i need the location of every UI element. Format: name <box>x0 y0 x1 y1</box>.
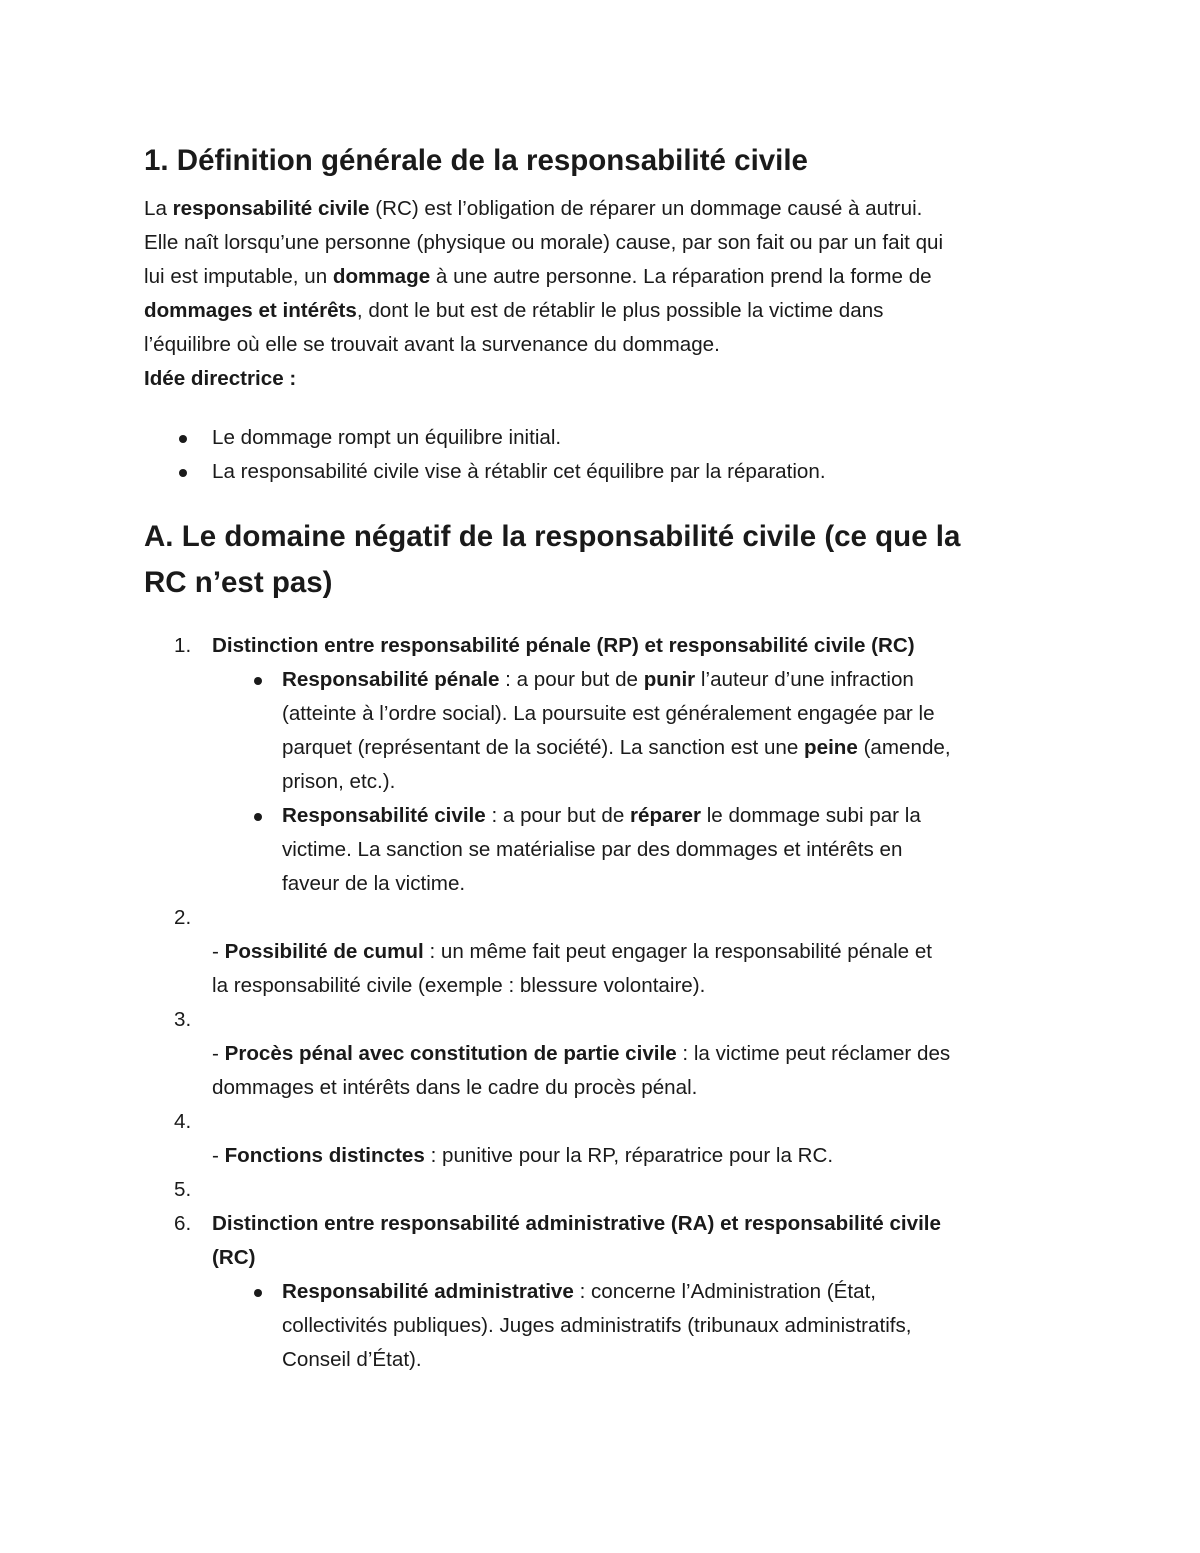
list-number: 3. <box>174 1008 192 1031</box>
sub-line: faveur de la victime. <box>282 872 466 895</box>
empty-line <box>212 1003 1074 1037</box>
list-number: 1. <box>174 634 192 657</box>
section-heading-definition: 1. Définition générale de la responsabilité civile <box>144 144 808 177</box>
intro-text: (RC) est l’obligation de réparer un dommage causé à autrui. <box>369 197 923 220</box>
guiding-idea-list <box>144 421 826 489</box>
item-line <box>212 935 1074 969</box>
intro-text: , dont le but est de rétablir le plus possible la victime dans <box>356 299 884 322</box>
list-item <box>144 1105 1074 1173</box>
sub-line: Conseil d’État). <box>282 1348 422 1371</box>
dash: - <box>212 1144 225 1167</box>
list-number: 4. <box>174 1110 192 1133</box>
list-number: 6. <box>174 1212 192 1235</box>
sub-list-item <box>212 799 1074 901</box>
empty-line <box>212 1105 1074 1139</box>
item-line: la responsabilité civile (exemple : blessure volontaire). <box>212 974 706 997</box>
list-item <box>144 1003 1074 1105</box>
item-line <box>212 1037 1074 1071</box>
dash: - <box>212 940 225 963</box>
sub-line: victime. La sanction se matérialise par des dommages et intérêts en <box>282 838 903 861</box>
bold-term: Responsabilité administrative <box>282 1280 574 1303</box>
bold-term: Procès pénal avec constitution de partie civile <box>224 1042 677 1065</box>
sub-list-item <box>212 1275 1074 1377</box>
intro-text: La <box>144 197 173 220</box>
intro-bold-term: dommage <box>332 265 431 288</box>
bold-term: réparer <box>630 804 701 827</box>
text: : la victime peut réclamer des <box>676 1042 951 1065</box>
empty-line <box>212 1173 1074 1207</box>
list-item <box>144 629 1074 901</box>
bold-term: Responsabilité pénale <box>282 668 500 691</box>
intro-line-2: Elle naît lorsqu’une personne (physique ou morale) cause, par son fait ou par un fait qui <box>144 231 944 254</box>
item-title: Distinction entre responsabilité pénale (RP) et responsabilité civile (RC) <box>212 634 915 657</box>
intro-text: à une autre personne. La réparation prend la forme de <box>430 265 932 288</box>
intro-bold-term: dommages et intérêts <box>144 299 357 322</box>
bold-term: punir <box>643 668 696 691</box>
item-title: (RC) <box>212 1246 256 1269</box>
sub-line <box>282 799 1074 833</box>
list-item: Le dommage rompt un équilibre initial. <box>144 421 826 455</box>
text: : punitive pour la RP, réparatrice pour la RC. <box>424 1144 834 1167</box>
text: : un même fait peut engager la responsabilité pénale et <box>423 940 933 963</box>
sub-line <box>282 663 1074 697</box>
sub-line <box>282 1275 1074 1309</box>
list-item <box>144 1207 1074 1377</box>
list-item <box>144 901 1074 1003</box>
list-item <box>144 1173 1074 1207</box>
text: parquet (représentant de la société). La sanction est une <box>282 736 805 759</box>
text: : a pour but de <box>499 668 644 691</box>
list-number: 2. <box>174 906 192 929</box>
empty-line <box>212 901 1074 935</box>
distinctions-list <box>144 629 1074 1377</box>
intro-line-3 <box>144 260 1074 294</box>
heading-line: RC n’est pas) <box>144 566 333 599</box>
bold-term: peine <box>804 736 858 759</box>
text: : a pour but de <box>485 804 630 827</box>
section-heading-negative-domain <box>144 514 1074 606</box>
sub-line: (atteinte à l’ordre social). La poursuite est généralement engagée par le <box>282 702 935 725</box>
sub-list <box>212 663 1074 901</box>
heading-line: A. Le domaine négatif de la responsabilité civile (ce que la <box>144 520 961 553</box>
intro-paragraph <box>144 192 1074 396</box>
guiding-idea-label: Idée directrice : <box>144 367 297 390</box>
text: (amende, <box>857 736 951 759</box>
dash: - <box>212 1042 225 1065</box>
sub-list <box>212 1275 1074 1377</box>
item-line: dommages et intérêts dans le cadre du procès pénal. <box>212 1076 698 1099</box>
bold-term: Responsabilité civile <box>282 804 486 827</box>
item-line <box>212 1139 1074 1173</box>
sub-line <box>282 731 1074 765</box>
intro-bold-term: responsabilité civile <box>172 197 370 220</box>
text: l’auteur d’une infraction <box>695 668 914 691</box>
sub-line: collectivités publiques). Juges administratifs (tribunaux administratifs, <box>282 1314 912 1337</box>
text: le dommage subi par la <box>700 804 921 827</box>
intro-text: lui est imputable, un <box>144 265 333 288</box>
bold-term: Possibilité de cumul <box>224 940 424 963</box>
list-item: La responsabilité civile vise à rétablir cet équilibre par la réparation. <box>144 455 826 489</box>
bold-term: Fonctions distinctes <box>224 1144 425 1167</box>
sub-line: prison, etc.). <box>282 770 396 793</box>
item-title: Distinction entre responsabilité administrative (RA) et responsabilité civile <box>212 1212 941 1235</box>
intro-line-4 <box>144 294 1074 328</box>
intro-line-1 <box>144 192 1074 226</box>
sub-list-item <box>212 663 1074 799</box>
intro-line-5: l’équilibre où elle se trouvait avant la survenance du dommage. <box>144 333 720 356</box>
list-number: 5. <box>174 1178 192 1201</box>
text: : concerne l’Administration (État, <box>573 1280 877 1303</box>
